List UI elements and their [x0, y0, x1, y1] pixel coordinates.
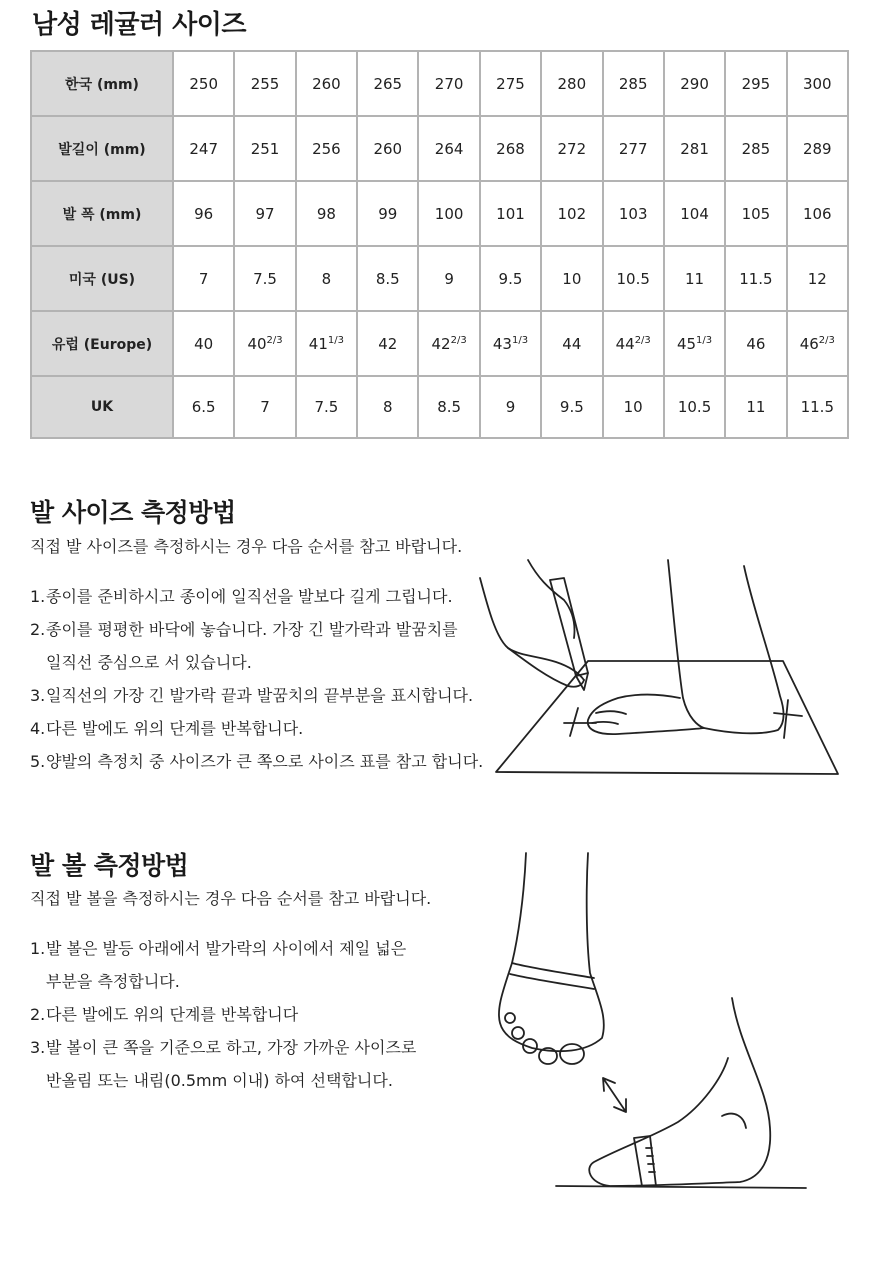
step-number: 3. [30, 1038, 46, 1057]
row-header: 미국 (US) [31, 246, 173, 311]
table-cell [480, 51, 541, 116]
table-cell [725, 376, 786, 438]
table-cell [234, 311, 295, 376]
step-number: 2. [30, 620, 46, 639]
foot-size-steps [30, 580, 483, 778]
cell-value: 9 [505, 398, 516, 416]
list-item [30, 712, 483, 745]
cell-value: 42 [431, 334, 451, 353]
cell-value: 265 [373, 74, 403, 93]
list-item [30, 998, 416, 1031]
list-item [30, 1031, 416, 1097]
cell-value: 250 [189, 74, 218, 93]
table-cell [787, 181, 848, 246]
table-row [31, 376, 848, 438]
foot-on-paper-icon [468, 548, 848, 783]
table-cell [480, 181, 541, 246]
cell-value: 9.5 [498, 269, 523, 288]
cell-fraction: 1/3 [511, 334, 529, 346]
cell-fraction: 2/3 [634, 334, 651, 346]
row-header: UK [31, 376, 173, 438]
table-cell [357, 51, 418, 116]
cell-value: 285 [741, 139, 771, 158]
page-title: 남성 레귤러 사이즈 [32, 10, 247, 40]
table-cell [357, 181, 418, 246]
cell-value: 40 [247, 334, 267, 353]
cell-value: 7.5 [314, 398, 339, 416]
cell-value: 268 [496, 139, 525, 158]
table-cell [541, 311, 602, 376]
cell-value: 106 [802, 204, 832, 223]
cell-value: 11.5 [739, 269, 773, 288]
table-cell [725, 116, 786, 181]
row-header: 유럽 (Europe) [31, 311, 173, 376]
step-number: 2. [30, 1005, 46, 1024]
cell-value: 97 [255, 204, 275, 223]
cell-value: 260 [312, 74, 341, 93]
cell-value: 275 [496, 74, 525, 93]
table-cell [234, 246, 295, 311]
table-cell [603, 51, 664, 116]
step-number: 3. [30, 686, 46, 705]
cell-value: 300 [802, 74, 832, 93]
cell-value: 270 [434, 74, 464, 93]
table-cell [296, 246, 357, 311]
cell-value: 247 [189, 139, 218, 158]
cell-value: 8 [321, 269, 332, 288]
table-cell [541, 376, 602, 438]
step-text: 발 볼은 발등 아래에서 발가락의 사이에서 제일 넓은 [46, 939, 407, 958]
cell-value: 289 [802, 139, 832, 158]
table-cell [296, 51, 357, 116]
row-header: 한국 (mm) [31, 51, 173, 116]
step-text: 다른 발에도 위의 단계를 반복합니다. [46, 719, 304, 738]
table-cell [357, 376, 418, 438]
list-item [30, 580, 483, 613]
table-cell [418, 311, 479, 376]
cell-value: 7 [198, 269, 209, 288]
table-cell [173, 311, 234, 376]
table-cell [418, 246, 479, 311]
step-number: 1. [30, 939, 46, 958]
cell-value: 42 [378, 334, 398, 353]
cell-value: 40 [194, 334, 214, 353]
cell-fraction: 2/3 [450, 334, 467, 346]
table-cell [541, 181, 602, 246]
list-item [30, 613, 483, 679]
cell-value: 12 [807, 269, 827, 288]
foot-size-title: 발 사이즈 측정방법 [30, 498, 236, 527]
cell-fraction: 1/3 [327, 334, 344, 346]
table-cell [664, 311, 725, 376]
table-cell [541, 116, 602, 181]
table-row [31, 116, 848, 181]
table-cell [787, 376, 848, 438]
table-cell [541, 246, 602, 311]
table-cell [234, 376, 295, 438]
cell-value: 260 [373, 139, 403, 158]
table-cell [664, 246, 725, 311]
cell-value: 285 [618, 74, 648, 93]
table-cell [357, 311, 418, 376]
table-row [31, 246, 848, 311]
cell-value: 255 [250, 74, 280, 93]
step-text-continued: 일직선 중심으로 서 있습니다. [46, 653, 252, 672]
cell-value: 8.5 [375, 269, 400, 288]
table-cell [664, 116, 725, 181]
table-cell [173, 116, 234, 181]
cell-value: 45 [676, 334, 697, 353]
table-cell [480, 376, 541, 438]
step-text: 종이를 준비하시고 종이에 일직선을 발보다 길게 그립니다. [46, 587, 453, 606]
table-cell [357, 246, 418, 311]
cell-value: 6.5 [191, 398, 216, 416]
table-cell [234, 181, 295, 246]
table-cell [173, 181, 234, 246]
cell-value: 41 [308, 334, 328, 353]
cell-value: 100 [434, 204, 464, 223]
cell-value: 46 [799, 334, 819, 353]
table-cell [173, 376, 234, 438]
cell-fraction: 2/3 [818, 334, 835, 346]
step-text: 발 볼이 큰 쪽을 기준으로 하고, 가장 가까운 사이즈로 [46, 1038, 417, 1057]
table-cell [603, 376, 664, 438]
list-item [30, 679, 483, 712]
table-cell [603, 311, 664, 376]
table-cell [234, 116, 295, 181]
table-cell [664, 181, 725, 246]
table-cell [787, 116, 848, 181]
ball-steps [30, 932, 416, 1097]
step-text: 종이를 평평한 바닥에 놓습니다. 가장 긴 발가락과 발꿈치를 [46, 620, 458, 639]
cell-value: 44 [562, 334, 582, 353]
cell-value: 280 [557, 74, 587, 93]
cell-value: 101 [496, 204, 525, 223]
row-header: 발 폭 (mm) [31, 181, 173, 246]
table-cell [418, 116, 479, 181]
cell-value: 10.5 [677, 398, 712, 416]
table-cell [480, 246, 541, 311]
cell-value: 7 [260, 398, 270, 416]
cell-value: 264 [434, 139, 464, 158]
table-cell [787, 311, 848, 376]
step-text: 양발의 측정치 중 사이즈가 큰 쪽으로 사이즈 표를 참고 합니다. [46, 752, 484, 771]
table-cell [480, 116, 541, 181]
cell-value: 8.5 [437, 398, 462, 416]
table-row [31, 311, 848, 376]
cell-value: 295 [741, 74, 771, 93]
table-cell [664, 51, 725, 116]
cell-value: 98 [316, 204, 336, 223]
cell-value: 9 [444, 269, 454, 288]
cell-value: 256 [312, 139, 341, 158]
cell-value: 11 [685, 269, 705, 288]
table-cell [173, 51, 234, 116]
foot-size-intro: 직접 발 사이즈를 측정하시는 경우 다음 순서를 참고 바랍니다. [30, 537, 463, 556]
table-cell [725, 51, 786, 116]
cell-value: 104 [680, 204, 709, 223]
table-cell [664, 376, 725, 438]
cell-value: 44 [615, 334, 635, 353]
table-cell [296, 376, 357, 438]
table-cell [541, 51, 602, 116]
cell-value: 8 [382, 398, 393, 416]
ball-measure-icon [490, 848, 820, 1198]
cell-value: 7.5 [253, 269, 277, 288]
cell-fraction: 2/3 [266, 334, 283, 346]
table-cell [787, 51, 848, 116]
table-cell [603, 181, 664, 246]
cell-value: 9.5 [559, 398, 584, 416]
step-number: 5. [30, 752, 46, 771]
cell-value: 10 [562, 269, 582, 288]
table-cell [296, 311, 357, 376]
table-cell [296, 181, 357, 246]
cell-value: 281 [680, 139, 709, 158]
table-row [31, 181, 848, 246]
cell-value: 10.5 [616, 269, 650, 288]
table-cell [603, 116, 664, 181]
list-item [30, 745, 483, 778]
step-text-continued: 부분을 측정합니다. [46, 972, 180, 991]
cell-value: 103 [618, 204, 648, 223]
cell-value: 251 [250, 139, 280, 158]
table-cell [725, 181, 786, 246]
cell-value: 46 [746, 334, 766, 353]
cell-value: 99 [378, 204, 398, 223]
cell-value: 10 [623, 398, 643, 416]
table-cell [357, 116, 418, 181]
step-number: 1. [30, 587, 46, 606]
cell-value: 43 [492, 334, 512, 353]
table-cell [418, 181, 479, 246]
table-cell [787, 246, 848, 311]
cell-value: 272 [557, 139, 587, 158]
cell-value: 105 [741, 204, 771, 223]
cell-value: 11.5 [800, 398, 834, 416]
table-cell [173, 246, 234, 311]
table-cell [480, 311, 541, 376]
table-cell [725, 311, 786, 376]
cell-value: 277 [618, 139, 648, 158]
row-header: 발길이 (mm) [31, 116, 173, 181]
table-cell [418, 376, 479, 438]
step-number: 4. [30, 719, 46, 738]
table-cell [234, 51, 295, 116]
table-row [31, 51, 848, 116]
cell-value: 102 [557, 204, 587, 223]
ball-title: 발 볼 측정방법 [30, 851, 189, 880]
step-text: 다른 발에도 위의 단계를 반복합니다 [46, 1005, 299, 1024]
cell-value: 96 [194, 204, 214, 223]
ball-intro: 직접 발 볼을 측정하시는 경우 다음 순서를 참고 바랍니다. [30, 889, 432, 908]
list-item [30, 932, 416, 998]
cell-value: 290 [680, 74, 709, 93]
cell-value: 11 [746, 398, 766, 416]
table-cell [725, 246, 786, 311]
step-text-continued: 반올림 또는 내림(0.5mm 이내) 하여 선택합니다. [46, 1071, 393, 1090]
step-text: 일직선의 가장 긴 발가락 끝과 발꿈치의 끝부분을 표시합니다. [46, 686, 474, 705]
table-cell [296, 116, 357, 181]
table-cell [418, 51, 479, 116]
size-table [30, 50, 849, 439]
cell-fraction: 1/3 [696, 334, 713, 346]
table-cell [603, 246, 664, 311]
